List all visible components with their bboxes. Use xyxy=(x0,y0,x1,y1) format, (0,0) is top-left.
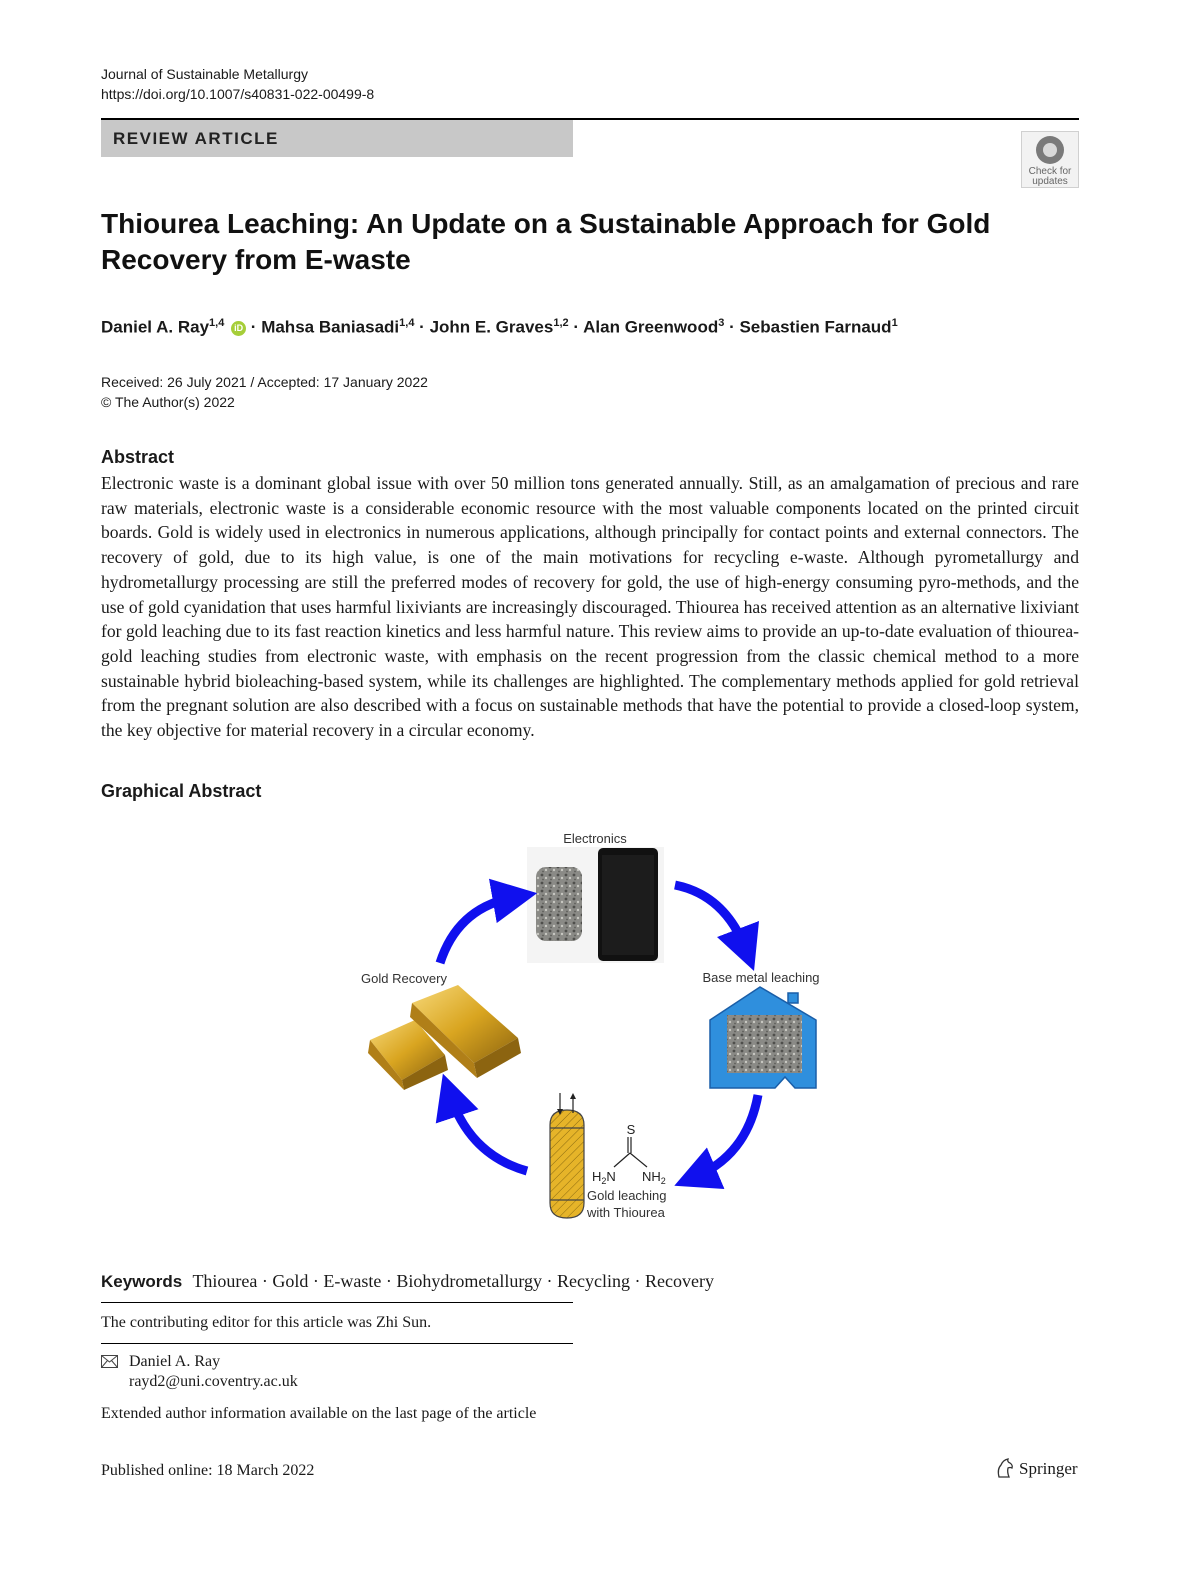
author-name: Sebastien Farnaud xyxy=(739,317,892,337)
author-affiliation: 3 xyxy=(718,317,725,329)
published-online: Published online: 18 March 2022 xyxy=(101,1462,315,1479)
publisher-logo xyxy=(995,1456,1078,1482)
chem-s: S xyxy=(626,1122,636,1137)
keywords xyxy=(101,1269,714,1294)
label-electronics: Electronics xyxy=(563,831,627,846)
keywords-list: Thiourea · Gold · E-waste · Biohydrometallurgy · Recycling · Recovery xyxy=(192,1271,714,1291)
doi-link[interactable]: https://doi.org/10.1007/s40831-022-00499-8 xyxy=(101,86,375,102)
electronics-gravel xyxy=(536,867,582,941)
check-updates-icon xyxy=(1036,136,1064,164)
author-name: John E. Graves xyxy=(429,317,554,337)
author-name: Daniel A. Ray xyxy=(101,317,210,337)
author-separator: · xyxy=(419,317,430,337)
footnote-rule xyxy=(101,1302,573,1303)
check-updates-label: Check for updates xyxy=(1028,166,1072,187)
author-separator: · xyxy=(729,317,740,337)
author-separator: · xyxy=(250,317,262,337)
author-affiliation: 1 xyxy=(891,317,898,329)
article-dates xyxy=(101,372,428,412)
author-name: Alan Greenwood xyxy=(583,317,719,337)
label-gold-recovery: Gold Recovery xyxy=(361,971,447,986)
graphical-abstract-figure xyxy=(340,825,860,1225)
chem-n: N xyxy=(606,1169,616,1184)
author-name: Mahsa Baniasadi xyxy=(261,317,400,337)
journal-name: Journal of Sustainable Metallurgy xyxy=(101,66,309,82)
author-affiliation: 1,2 xyxy=(553,317,569,329)
arrow-gold-to-electronics xyxy=(440,897,515,963)
chem-h: H xyxy=(592,1169,602,1184)
abstract-heading: Abstract xyxy=(101,447,175,467)
editor-note: The contributing editor for this article was Zhi Sun. xyxy=(101,1314,432,1331)
chem-nh-sub: 2 xyxy=(660,1176,666,1186)
springer-horse-icon xyxy=(995,1457,1015,1479)
contact-email[interactable]: rayd2@uni.coventry.ac.uk xyxy=(129,1373,298,1390)
chem-nh: NH xyxy=(642,1169,661,1184)
arrow-electronics-to-leaching xyxy=(675,885,746,950)
received-accepted: Received: 26 July 2021 / Accepted: 17 January 2022 xyxy=(101,374,428,390)
author-affiliation: 1,4 xyxy=(209,317,225,329)
article-type-banner xyxy=(101,120,573,157)
envelope-icon xyxy=(101,1355,118,1368)
extended-author-info: Extended author information available on the last page of the article xyxy=(101,1405,537,1422)
label-base-metal: Base metal leaching xyxy=(702,970,820,985)
abstract-text: Electronic waste is a dominant global issue with over 50 million tons generated annually. Still, as an amalgamation of precious and rare raw materials, electronic waste is a considerable economic resource with the most valuable components located on the printed circuit boards. Gold is widely used in electronics in numerous applications, although principally for contact points and external connectors. The recovery of gold, due to its high value, is one of the main motivations for recycling e-waste. Although pyrometallurgy and hydrometallurgy processing are still the preferred modes of recovery for gold, the use of high-energy consuming pyro-methods, and the use of gold cyanidation that uses harmful lixiviants are increasingly discouraged. Thiourea has received attention as an alternative lixiviant for gold leaching due to its fast reaction kinetics and less harmful nature. This review aims to provide an up-to-date evaluation of thiourea-gold leaching studies from electronic waste, with emphasis on the recent progression from the classic chemical method to a more sustainable hybrid bioleaching-based system, while its challenges are highlighted. The complementary methods applied for gold retrieval from the pregnant solution are also described with a focus on sustainable methods that have the potential to provide a closed-loop system, the key objective for material recovery in a circular economy. xyxy=(101,473,1079,741)
keywords-label: Keywords xyxy=(101,1272,183,1291)
orcid-icon[interactable]: iD xyxy=(231,321,246,336)
publisher-name: Springer xyxy=(1019,1459,1078,1478)
arrow-leaching-to-thiourea xyxy=(695,1095,758,1177)
author-affiliation: 1,4 xyxy=(399,317,415,329)
svg-text:NH2 xyxy=(642,1169,666,1186)
label-thiourea-1: Gold leaching xyxy=(587,1188,667,1203)
corresponding-author xyxy=(129,1352,298,1392)
article-type-label: REVIEW ARTICLE xyxy=(113,129,279,148)
article-title: Thiourea Leaching: An Update on a Sustainable Approach for Gold Recovery from E-waste xyxy=(101,208,991,275)
contact-name: Daniel A. Ray xyxy=(129,1353,221,1370)
arrow-thiourea-to-gold xyxy=(450,1095,527,1171)
author-list xyxy=(101,311,898,340)
check-for-updates-badge[interactable] xyxy=(1021,131,1079,188)
journal-header xyxy=(101,64,374,104)
thiourea-column-icon xyxy=(550,1110,584,1218)
svg-text:H2N xyxy=(592,1169,616,1186)
thiourea-structure xyxy=(592,1122,666,1186)
label-thiourea-2: with Thiourea xyxy=(587,1205,665,1220)
gold-bars-icon xyxy=(368,985,521,1090)
author-separator: · xyxy=(573,317,584,337)
copyright: © The Author(s) 2022 xyxy=(101,394,235,410)
graphical-abstract-heading: Graphical Abstract xyxy=(101,781,262,801)
footnote-rule-2 xyxy=(101,1343,573,1344)
chem-h-sub: 2 xyxy=(601,1176,607,1186)
